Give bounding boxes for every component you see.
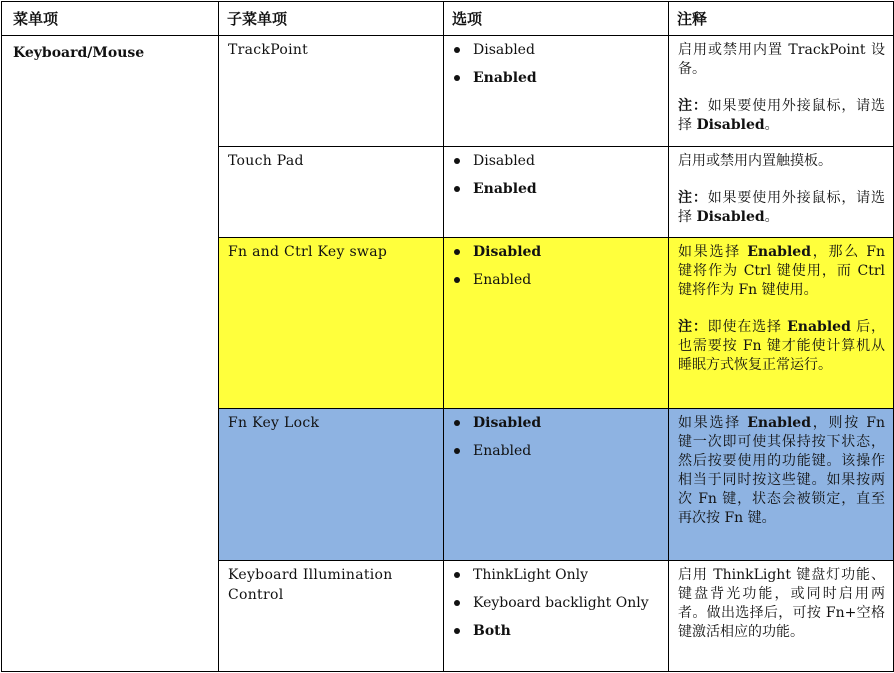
submenu-fn-ctrl-swap: Fn and Ctrl Key swap — [219, 238, 444, 409]
note-remark — [678, 318, 885, 375]
note-bold: Enabled — [747, 244, 811, 260]
header-notes: 注释 — [669, 2, 894, 36]
option-enabled — [453, 270, 668, 298]
note-text — [678, 243, 885, 300]
option-label: Enabled — [473, 272, 532, 288]
bullet-icon — [454, 600, 460, 606]
note-label: 注： — [678, 98, 708, 114]
bullet-icon — [454, 186, 460, 192]
bullet-icon — [454, 448, 460, 454]
option-label: Enabled — [473, 443, 532, 459]
header-menu: 菜单项 — [2, 2, 219, 36]
header-options: 选项 — [444, 2, 669, 36]
options-trackpoint — [444, 36, 669, 147]
note-text-b: ，则按 Fn 键一次即可使其保持按下状态，然后按要使用的功能键。该操作相当于同时按这些键。如果按两次 Fn 键，状态会被锁定，直至再次按 Fn 键。 — [678, 415, 885, 526]
submenu-keyboard-illumination: Keyboard Illumination Control — [219, 561, 444, 672]
note-text — [678, 414, 885, 528]
note-remark-b: 后，也需要按 Fn 键才能使计算机从睡眠方式恢复正常运行。 — [678, 319, 885, 373]
option-disabled — [453, 242, 668, 270]
note-bold: Disabled — [696, 117, 765, 133]
option-label: Keyboard backlight Only — [473, 595, 649, 611]
option-enabled — [453, 68, 668, 96]
option-enabled — [453, 441, 668, 469]
note-text-a: 如果选择 — [678, 415, 748, 431]
bullet-icon — [454, 47, 460, 53]
options-fn-key-lock — [444, 409, 669, 561]
options-keyboard-illumination — [444, 561, 669, 672]
option-enabled — [453, 179, 668, 207]
option-label: Both — [473, 623, 511, 639]
note-fn-ctrl-swap — [669, 238, 894, 409]
note-trackpoint — [669, 36, 894, 147]
note-keyboard-illumination — [669, 561, 894, 672]
bullet-icon — [454, 249, 460, 255]
option-label: Disabled — [473, 415, 542, 431]
menu-item-keyboard-mouse: Keyboard/Mouse — [2, 36, 219, 672]
option-label: ThinkLight Only — [473, 567, 589, 583]
option-disabled — [453, 40, 668, 68]
note-text-b: ，那么 Fn 键将作为 Ctrl 键使用，而 Ctrl 键将作为 Fn 键使用。 — [678, 244, 885, 298]
option-label: Disabled — [473, 42, 535, 58]
options-fn-ctrl-swap — [444, 238, 669, 409]
bullet-icon — [454, 75, 460, 81]
option-label: Disabled — [473, 244, 542, 260]
note-text-a: 如果选择 — [678, 244, 748, 260]
note-bold: Enabled — [747, 415, 811, 431]
option-both — [453, 621, 668, 649]
note-remark-text: 如果要使用外接鼠标，请选择 — [678, 98, 886, 133]
note-suffix: 。 — [764, 209, 779, 225]
table-row-trackpoint — [2, 36, 894, 147]
submenu-fn-key-lock: Fn Key Lock — [219, 409, 444, 561]
note-label: 注： — [678, 190, 708, 206]
note-remark — [678, 97, 885, 135]
bullet-icon — [454, 572, 460, 578]
option-thinklight-only — [453, 565, 668, 593]
note-touch-pad — [669, 147, 894, 238]
submenu-touch-pad: Touch Pad — [219, 147, 444, 238]
option-label: Enabled — [473, 70, 537, 86]
note-label: 注： — [678, 319, 708, 335]
options-touch-pad — [444, 147, 669, 238]
option-disabled — [453, 151, 668, 179]
note-text: 启用 ThinkLight 键盘灯功能、键盘背光功能，或同时启用两者。做出选择后，可按 Fn+空格键激活相应的功能。 — [678, 567, 885, 640]
note-fn-key-lock — [669, 409, 894, 561]
bullet-icon — [454, 420, 460, 426]
note-text: 启用或禁用内置 TrackPoint 设备。 — [678, 42, 885, 77]
bullet-icon — [454, 158, 460, 164]
note-remark-a: 即使在选择 — [707, 319, 788, 335]
option-label: Enabled — [473, 181, 537, 197]
header-submenu: 子菜单项 — [219, 2, 444, 36]
option-label: Disabled — [473, 153, 535, 169]
bullet-icon — [454, 628, 460, 634]
bios-settings-table — [1, 1, 894, 672]
submenu-trackpoint: TrackPoint — [219, 36, 444, 147]
option-disabled — [453, 413, 668, 441]
option-keyboard-backlight-only — [453, 593, 668, 621]
note-suffix: 。 — [764, 117, 779, 133]
header-row — [2, 2, 894, 36]
note-text: 启用或禁用内置触摸板。 — [678, 153, 832, 169]
note-bold: Enabled — [787, 319, 851, 335]
note-remark-text: 如果要使用外接鼠标，请选择 — [678, 190, 886, 225]
note-bold: Disabled — [696, 209, 765, 225]
bullet-icon — [454, 277, 460, 283]
note-remark — [678, 189, 885, 227]
